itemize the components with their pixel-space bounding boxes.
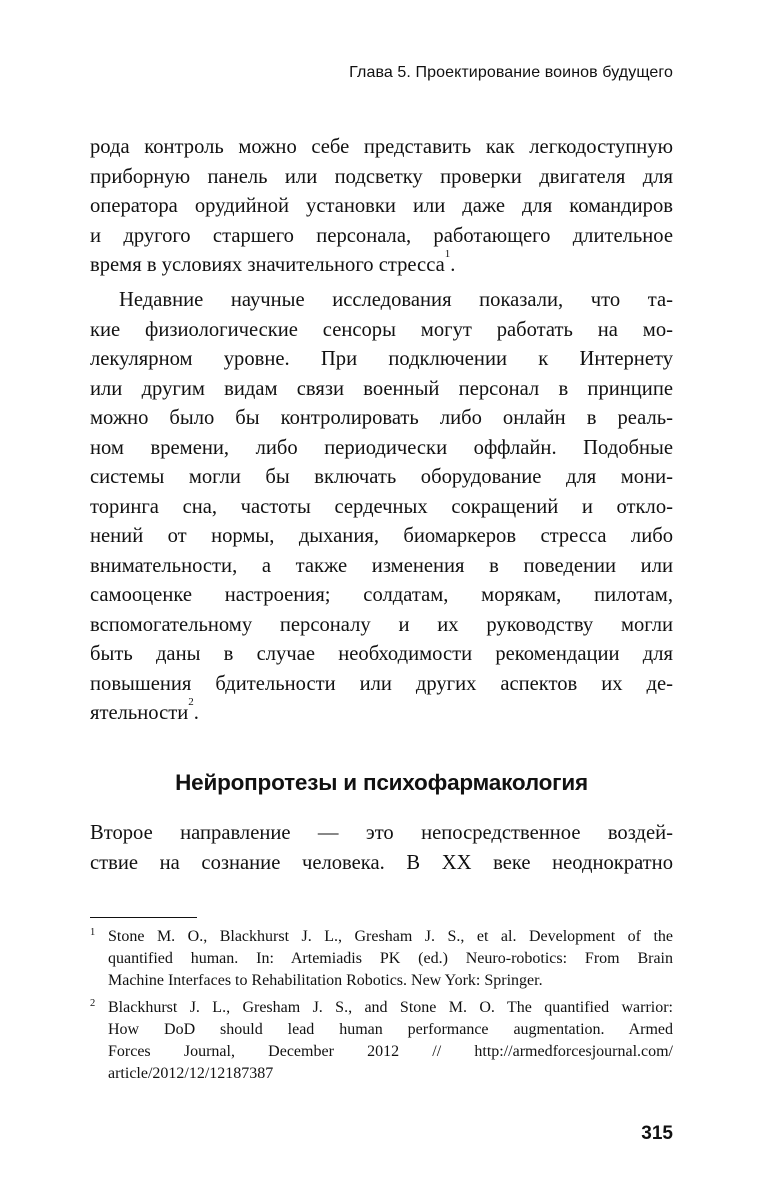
footnote-line: Stone M. O., Blackhurst J. L., Gresham J. S., et al. Development of the [108,928,673,945]
footnote-number: 1 [90,927,96,938]
footnote-line: Blackhurst J. L., Gresham J. S., and Stone M. O. The quantified warrior: [108,999,673,1016]
text-line: ном времени, либо периодически оффлайн. Подобные [90,436,673,459]
text-line: повышения бдительности или других аспектов их де- [90,672,673,695]
footnote-line: quantified human. In: Artemiadis PK (ed.) Neuro-robotics: From Brain [108,950,673,967]
footnote-1 [90,926,673,992]
footnote-line: Machine Interfaces to Rehabilitation Robotics. New York: Springer. [108,972,543,989]
text-line-content: ятельности [90,702,189,724]
footnote-line[interactable]: article/2012/12/12187387 [108,1065,274,1082]
text-line: быть даны в случае необходимости рекомендации для [90,643,673,665]
text-line: рода контроль можно себе представить как легкодоступную [90,136,673,158]
text-line: можно было бы контролировать либо онлайн в реаль- [90,407,673,429]
paragraph-1 [90,133,673,281]
footnote-2 [90,997,673,1085]
text-line: самооценке настроения; солдатам, морякам, пилотам, [90,584,673,606]
footnote-number: 2 [90,998,96,1009]
footnote-ref-2[interactable]: 2 [188,696,194,708]
text-line: кие физиологические сенсоры могут работать на мо- [90,318,673,341]
footnote-divider [90,917,197,918]
text-line [90,696,673,729]
running-header: Глава 5. Проектирование воинов будущего [349,64,673,81]
text-line: оператора орудийной установки или даже для командиров [90,195,673,217]
text-line: нений от нормы, дыхания, биомаркеров стресса либо [90,525,673,547]
text-line: приборную панель или подсветку проверки двигателя для [90,165,673,188]
text-line: лекулярном уровне. При подключении к Интернету [90,348,673,370]
text-line [90,248,673,281]
text-line: Недавние научные исследования показали, что та- [119,289,673,311]
footnotes [90,926,673,1090]
footnote-line: How DoD should lead human performance augmentation. Armed [108,1021,673,1038]
text-line: ствие на сознание человека. В XX веке неоднократно [90,851,673,874]
text-line-content: время в условиях значительного стресса [90,254,445,276]
text-line: внимательности, а также изменения в поведении или [90,554,673,577]
text-line: или другим видам связи военный персонал в принципе [90,377,673,400]
footnote-line: Forces Journal, December 2012 // http://armedforcesjournal.com/ [108,1043,673,1060]
book-page [90,0,673,1200]
text-line: торинга сна, частоты сердечных сокращений и откло- [90,495,673,518]
section-heading: Нейропротезы и психофармакология [175,770,588,795]
text-line: Второе направление — это непосредственное воздей- [90,822,673,844]
text-line: и другого старшего персонала, работающего длительное [90,224,673,247]
page-number: 315 [641,1123,673,1144]
sentence-end: . [450,254,456,276]
text-line: системы могли бы включать оборудование для мони- [90,466,673,488]
text-line: вспомогательному персоналу и их руководству могли [90,613,673,636]
paragraph-2 [90,286,673,729]
footnote-ref-1[interactable]: 1 [444,248,451,260]
paragraph-3 [90,819,673,878]
sentence-end: . [193,702,199,724]
